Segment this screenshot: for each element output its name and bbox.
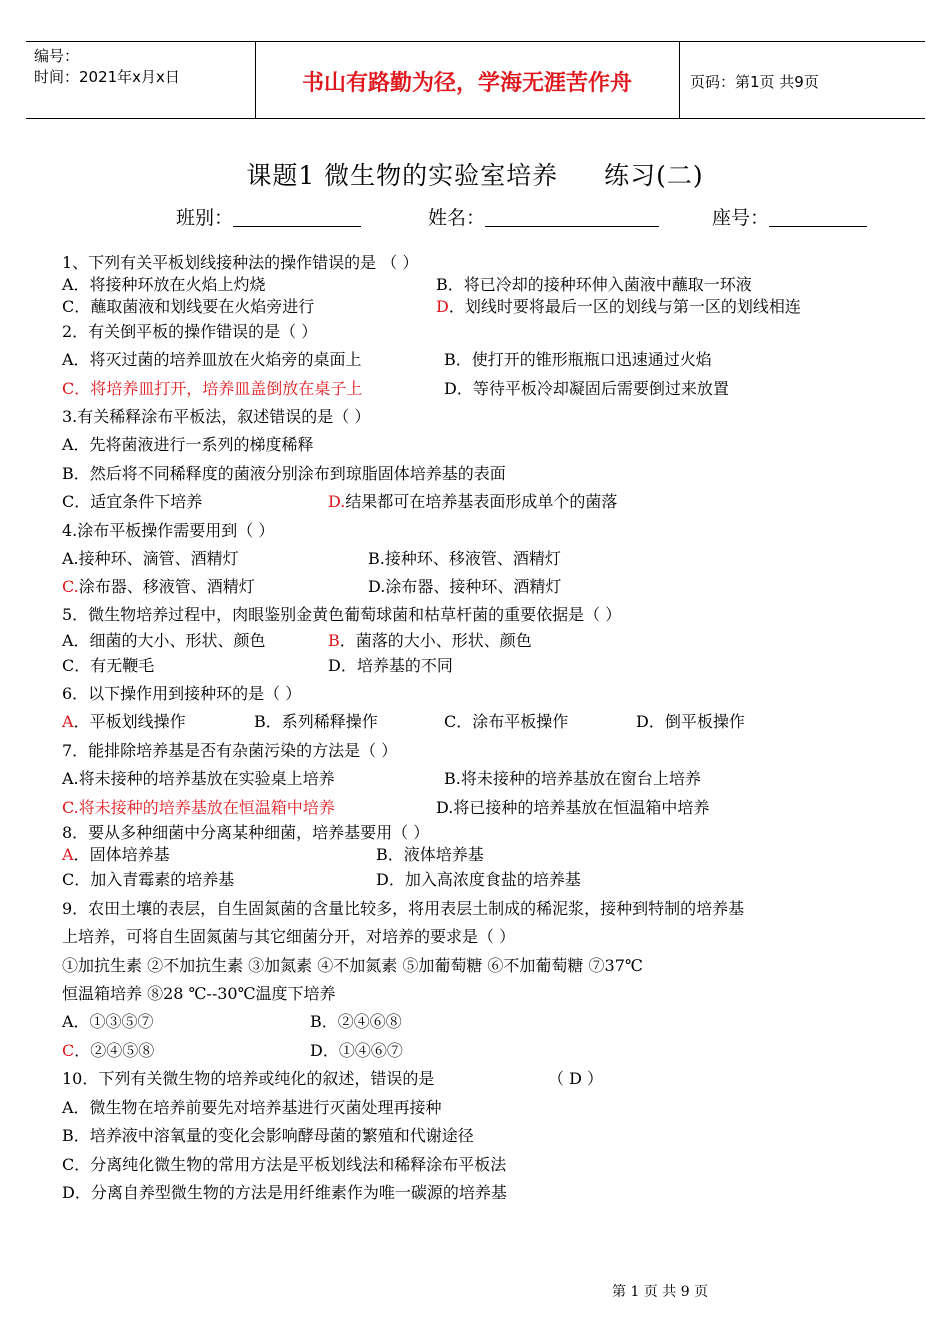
- q10-option-d: D．分离自养型微生物的方法是用纤维素作为唯一碳源的培养基: [62, 1183, 507, 1202]
- class-field: [176, 203, 361, 230]
- q9-stem-line2: 上培养，可将自生固氮菌与其它细菌分开，对培养的要求是（ ）: [62, 927, 516, 946]
- q10-answer: （ D ）: [548, 1069, 604, 1088]
- q3-option-a: A．先将菌液进行一系列的梯度稀释: [62, 435, 314, 454]
- q1-option-b: B．将已冷却的接种环伸入菌液中蘸取一环液: [436, 275, 752, 294]
- serial-label: 编号：: [34, 47, 80, 65]
- header-page-info: 页码：第1页 共9页: [690, 73, 819, 91]
- q3-option-d: [328, 491, 617, 513]
- q9-conditions-line2: 恒温箱培养 ⑧28 ℃--30℃温度下培养: [62, 984, 336, 1003]
- q4-option-d: D.涂布器、接种环、酒精灯: [368, 577, 562, 596]
- name-field: [428, 203, 659, 230]
- time-label: 时间：2021年x月x日: [34, 68, 180, 86]
- q8-option-a: [62, 844, 170, 866]
- header-divider-right: [679, 42, 680, 118]
- q10-stem: 10．下列有关微生物的培养或纯化的叙述，错误的是: [62, 1069, 435, 1088]
- q7-option-c: C.将未接种的培养基放在恒温箱中培养: [62, 798, 335, 817]
- q5-option-a: A．细菌的大小、形状、颜色: [62, 631, 266, 650]
- q8-option-a-text: ．固体培养基: [73, 845, 170, 864]
- q4-option-b: B.接种环、移液管、酒精灯: [368, 549, 561, 568]
- q9-conditions-line1: ①加抗生素 ②不加抗生素 ③加氮素 ④不加氮素 ⑤加葡萄糖 ⑥不加葡萄糖 ⑦37℃: [62, 956, 643, 975]
- header-motto: 书山有路勤为径，学海无涯苦作舟: [301, 71, 632, 96]
- header-meta: [34, 46, 180, 88]
- q3-answer-letter: D.: [328, 492, 346, 511]
- q5-option-d: D．培养基的不同: [328, 656, 453, 675]
- q1-stem: 1、下列有关平板划线接种法的操作错误的是 （ ）: [62, 253, 419, 272]
- q2-option-d: D．等待平板冷却凝固后需要倒过来放置: [444, 379, 729, 398]
- q1-option-d: [436, 296, 801, 318]
- q6-option-d: D．倒平板操作: [636, 712, 745, 731]
- q7-option-b: B.将未接种的培养基放在窗台上培养: [444, 769, 701, 788]
- q4-stem: 4.涂布平板操作需要用到（ ）: [62, 521, 275, 540]
- q4-option-a: A.接种环、滴管、酒精灯: [62, 549, 239, 568]
- q1-answer-letter: D: [436, 297, 449, 316]
- q1-option-a: A．将接种环放在火焰上灼烧: [62, 275, 266, 294]
- q9-option-c: [62, 1040, 154, 1062]
- header-box: [26, 41, 925, 119]
- name-label: 姓名：: [428, 207, 486, 229]
- q8-option-c: C．加入青霉素的培养基: [62, 870, 235, 889]
- q9-option-b: B．②④⑥⑧: [310, 1012, 402, 1031]
- q9-option-d: D．①④⑥⑦: [310, 1041, 403, 1060]
- q5-option-c: C．有无鞭毛: [62, 656, 155, 675]
- title-main: 课题1 微生物的实验室培养: [246, 161, 559, 190]
- q8-option-b: B．液体培养基: [376, 845, 484, 864]
- q6-answer-letter: A: [62, 712, 74, 731]
- q4-option-c-text: 涂布器、移液管、酒精灯: [78, 577, 255, 596]
- q1-option-d-text: ．划线时要将最后一区的划线与第一区的划线相连: [448, 297, 801, 316]
- q1-option-c: C．蘸取菌液和划线要在火焰旁进行: [62, 297, 315, 316]
- q5-answer-letter: B: [328, 631, 340, 650]
- q8-option-d: D．加入高浓度食盐的培养基: [376, 870, 581, 889]
- q9-option-a: A．①③⑤⑦: [62, 1012, 154, 1031]
- page-footer: 第 1 页 共 9 页: [612, 1284, 709, 1300]
- seat-label: 座号：: [712, 207, 770, 229]
- q5-option-b-text: ．菌落的大小、形状、颜色: [339, 631, 532, 650]
- seat-blank[interactable]: [769, 206, 867, 227]
- q3-option-c: C．适宜条件下培养: [62, 492, 203, 511]
- q3-option-b: B．然后将不同稀释度的菌液分别涂布到琼脂固体培养基的表面: [62, 464, 506, 483]
- seat-field: [712, 203, 867, 230]
- name-blank[interactable]: [485, 206, 659, 227]
- q5-option-b: [328, 630, 532, 652]
- q4-answer-letter: C.: [62, 577, 79, 596]
- q2-option-b: B．使打开的锥形瓶瓶口迅速通过火焰: [444, 350, 712, 369]
- q2-option-c: C．将培养皿打开，培养皿盖倒放在桌子上: [62, 379, 363, 398]
- q7-option-a: A.将未接种的培养基放在实验桌上培养: [62, 769, 335, 788]
- q6-option-b: B．系列稀释操作: [254, 712, 378, 731]
- q10-option-b: B．培养液中溶氧量的变化会影响酵母菌的繁殖和代谢途径: [62, 1126, 474, 1145]
- class-blank[interactable]: [233, 206, 361, 227]
- q2-option-a: A．将灭过菌的培养皿放在火焰旁的桌面上: [62, 350, 362, 369]
- q6-option-c: C．涂布平板操作: [444, 712, 569, 731]
- q7-stem: 7．能排除培养基是否有杂菌污染的方法是（ ）: [62, 741, 398, 760]
- q6-stem: 6．以下操作用到接种环的是（ ）: [62, 684, 302, 703]
- page-title: [0, 156, 950, 192]
- q9-option-c-text: ．②④⑤⑧: [74, 1041, 155, 1060]
- q3-option-d-text: 结果都可在培养基表面形成单个的菌落: [345, 492, 618, 511]
- q2-stem: 2．有关倒平板的操作错误的是（ ）: [62, 322, 318, 341]
- q8-answer-letter: A: [62, 845, 74, 864]
- class-label: 班别：: [176, 207, 234, 229]
- q6-option-a: [62, 711, 186, 733]
- q5-stem: 5．微生物培养过程中，肉眼鉴别金黄色葡萄球菌和枯草杆菌的重要依据是（ ）: [62, 605, 622, 624]
- q9-answer-letter: C: [62, 1041, 75, 1060]
- q8-stem: 8．要从多种细菌中分离某种细菌，培养基要用（ ）: [62, 823, 430, 842]
- q7-option-d: D.将已接种的培养基放在恒温箱中培养: [436, 798, 710, 817]
- title-sub: 练习(二): [604, 161, 704, 190]
- q4-option-c: [62, 576, 255, 598]
- q10-option-c: C．分离纯化微生物的常用方法是平板划线法和稀释涂布平板法: [62, 1155, 507, 1174]
- q10-option-a: A．微生物在培养前要先对培养基进行灭菌处理再接种: [62, 1098, 442, 1117]
- q3-stem: 3.有关稀释涂布平板法，叙述错误的是（ ）: [62, 407, 371, 426]
- q6-option-a-text: ．平板划线操作: [73, 712, 186, 731]
- q9-stem-line1: 9．农田土壤的表层，自生固氮菌的含量比较多，将用表层土制成的稀泥浆，接种到特制的培养基: [62, 899, 745, 918]
